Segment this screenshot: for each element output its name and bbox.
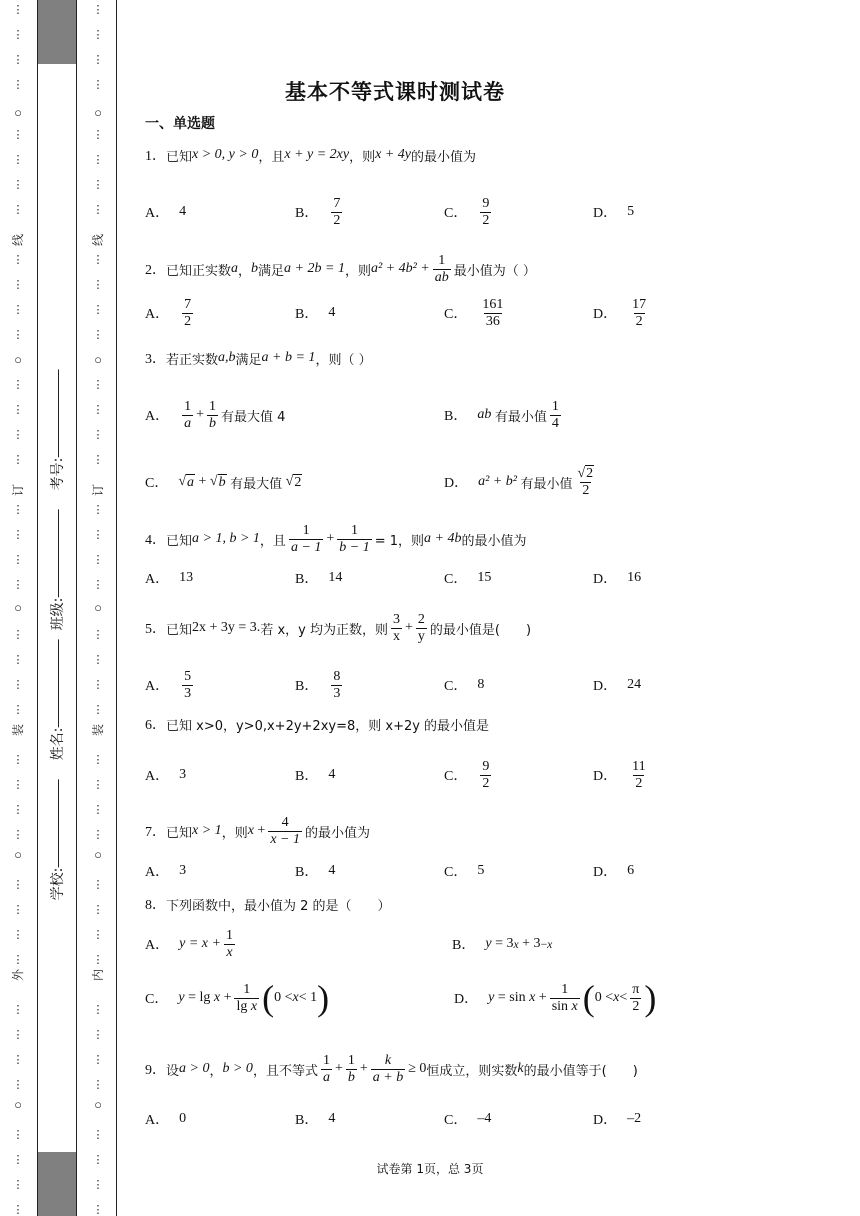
dot-mark: ⋮: [12, 829, 24, 841]
binding-marker: 订: [11, 483, 25, 496]
question-3-options-cd: [145, 456, 835, 508]
dot-mark: ⋮: [12, 679, 24, 691]
dot-mark: ⋮: [92, 529, 104, 541]
binding-gray-bar-top: [38, 0, 76, 64]
dot-mark: ⋮: [92, 304, 104, 316]
binding-marker: 订: [91, 483, 105, 496]
question-2-options: [145, 287, 835, 339]
dot-mark: ⋮: [12, 1204, 24, 1216]
page-title: 基本不等式课时测试卷: [285, 80, 505, 104]
dot-mark: ⋮: [12, 329, 24, 341]
dot-mark: ⋮: [92, 829, 104, 841]
binding-border-outer: [116, 0, 117, 1216]
binding-marker: 内: [91, 968, 105, 981]
option-c[interactable]: C． –4: [444, 1111, 492, 1128]
class-field: 班级:: [47, 510, 67, 631]
dot-mark: ⋮: [92, 779, 104, 791]
question-8-options-cd: [145, 972, 835, 1024]
binding-hole-icon: ○: [14, 105, 22, 120]
option-b[interactable]: B． 4: [295, 1111, 336, 1128]
option-b[interactable]: B． 4: [295, 767, 336, 784]
binding-border-left: [37, 0, 38, 1216]
dot-mark: ⋮: [92, 254, 104, 266]
binding-hole-icon: ○: [94, 600, 102, 615]
dot-mark: ⋮: [92, 429, 104, 441]
dot-mark: ⋮: [92, 879, 104, 891]
dot-mark: ⋮: [12, 554, 24, 566]
dot-mark: ⋮: [92, 279, 104, 291]
question-4-options: [145, 552, 835, 604]
option-a[interactable]: A． $\frac{7}{2}$: [145, 297, 192, 329]
dot-mark: ⋮: [12, 1029, 24, 1041]
dot-mark: ⋮: [12, 529, 24, 541]
dot-mark: ⋮: [12, 454, 24, 466]
binding-hole-icon: ○: [14, 600, 22, 615]
dot-mark: ⋮: [92, 754, 104, 766]
question-2: 2． 已知正实数 a ， b 满足 a + 2b = 1 ，则 a² + 4b² + $\frac{1}{ab}$ 最小值为（ ）: [145, 253, 536, 285]
option-c[interactable]: C． y = lg x + $\frac{1}{\text{lg x}}$ ( 0 < x < 1 ): [145, 978, 330, 1018]
question-9: 9． 设 a > 0 ， b > 0 ，且不等式 $\frac{1}{a}$ + $\frac{1}{b}$ + $\frac{k}{a + b}$ ≥ 0 恒成立，则实数 k 的最小值等于( ): [145, 1053, 638, 1085]
dot-mark: ⋮: [92, 654, 104, 666]
binding-hole-icon: ○: [94, 1097, 102, 1112]
option-c[interactable]: C． 15: [444, 570, 492, 587]
question-5-options: [145, 659, 835, 711]
dot-mark: ⋮: [92, 1079, 104, 1091]
question-8: 8． 下列函数中，最小值为 2 的是（ ）: [145, 898, 391, 914]
question-5: 5． 已知 2x + 3y = 3. 若 x，y 均为正数，则 $\frac{3}{x}$ + $\frac{2}{y}$ 的最小值是( ): [145, 612, 532, 644]
exam-number-field: 考号:: [47, 370, 67, 491]
dot-mark: ⋮: [12, 304, 24, 316]
dot-mark: ⋮: [92, 379, 104, 391]
dot-mark: ⋮: [12, 904, 24, 916]
dot-mark: ⋮: [12, 879, 24, 891]
dot-mark: ⋮: [12, 279, 24, 291]
dot-mark: ⋮: [92, 154, 104, 166]
dot-mark: ⋮: [12, 204, 24, 216]
dot-mark: ⋮: [92, 679, 104, 691]
dot-mark: ⋮: [12, 804, 24, 816]
question-8-options-ab: [145, 918, 835, 970]
question-7-options: [145, 845, 835, 897]
binding-hole-icon: ○: [94, 847, 102, 862]
dot-mark: ⋮: [92, 579, 104, 591]
binding-margin: [0, 0, 120, 1216]
question-7: 7． 已知 x > 1 ，则 x + $\frac{4}{x - 1}$ 的最小值为: [145, 815, 371, 847]
option-d[interactable]: D． 6: [593, 863, 635, 880]
dot-mark: ⋮: [92, 204, 104, 216]
option-d[interactable]: D． $\frac{17}{2}$: [593, 297, 647, 329]
dot-mark: ⋮: [92, 1154, 104, 1166]
option-a[interactable]: A． $\frac{1}{a}$ + $\frac{1}{b}$ 有最大值 4: [145, 399, 286, 431]
option-d[interactable]: D． 5: [593, 204, 635, 221]
option-a[interactable]: A． 4: [145, 204, 187, 221]
dot-mark: ⋮: [92, 4, 104, 16]
dot-mark: ⋮: [12, 1079, 24, 1091]
dot-mark: ⋮: [12, 779, 24, 791]
option-a[interactable]: A． 0: [145, 1111, 187, 1128]
question-9-options: [145, 1093, 835, 1145]
dot-mark: ⋮: [12, 1154, 24, 1166]
dot-mark: ⋮: [92, 79, 104, 91]
dot-mark: ⋮: [12, 754, 24, 766]
dot-mark: ⋮: [12, 629, 24, 641]
binding-hole-icon: ○: [14, 1097, 22, 1112]
option-b[interactable]: B． y = 3 x + 3 −x: [452, 936, 553, 953]
dot-mark: ⋮: [12, 129, 24, 141]
dot-mark: ⋮: [92, 1129, 104, 1141]
option-a[interactable]: A． y = x + $\frac{1}{x}$: [145, 928, 233, 960]
dot-mark: ⋮: [92, 929, 104, 941]
dot-mark: ⋮: [92, 329, 104, 341]
question-1: 1． 已知 x > 0, y > 0 ，且 x + y = 2xy ，则 x + 4y 的最小值为: [145, 147, 477, 165]
option-a[interactable]: A． 13: [145, 570, 194, 587]
binding-border-right: [76, 0, 77, 1216]
dot-mark: ⋮: [12, 654, 24, 666]
dot-mark: ⋮: [12, 579, 24, 591]
dot-mark: ⋮: [92, 1179, 104, 1191]
option-c[interactable]: C． 8: [444, 677, 485, 694]
option-c[interactable]: C． $\frac{9}{2}$: [444, 196, 490, 228]
option-d[interactable]: D． 24: [593, 677, 642, 694]
dot-mark: ⋮: [12, 154, 24, 166]
dot-mark: ⋮: [92, 54, 104, 66]
dot-mark: ⋮: [12, 929, 24, 941]
binding-marker: 线: [91, 233, 105, 246]
dot-mark: ⋮: [92, 1204, 104, 1216]
dot-mark: ⋮: [12, 429, 24, 441]
option-b[interactable]: B． ab 有最小值 $\frac{1}{4}$: [444, 399, 559, 431]
option-d[interactable]: D． y = sin x + $\frac{1}{\text{sin x}}$ ( 0 < x < $\frac{\pi}{2}$ ): [454, 978, 657, 1018]
question-3-options-ab: [145, 389, 835, 441]
dot-mark: ⋮: [12, 954, 24, 966]
option-d[interactable]: D． –2: [593, 1111, 642, 1128]
binding-marker: 装: [91, 723, 105, 736]
dot-mark: ⋮: [92, 29, 104, 41]
dot-mark: ⋮: [12, 29, 24, 41]
dot-mark: ⋮: [92, 504, 104, 516]
option-b[interactable]: B． $\frac{7}{2}$: [295, 196, 341, 228]
option-c[interactable]: C． 5: [444, 863, 485, 880]
binding-marker: 线: [11, 233, 25, 246]
dot-mark: ⋮: [12, 4, 24, 16]
binding-hole-icon: ○: [14, 352, 22, 367]
dot-mark: ⋮: [92, 1054, 104, 1066]
dot-mark: ⋮: [12, 1129, 24, 1141]
dot-mark: ⋮: [92, 404, 104, 416]
question-4: 4． 已知 a > 1, b > 1 ，且 $\frac{1}{a - 1}$ + $\frac{1}{b - 1}$ = 1，则 a + 4b 的最小值为: [145, 523, 527, 555]
name-field: 姓名:: [47, 640, 67, 761]
option-c[interactable]: C． $\frac{9}{2}$: [444, 759, 490, 791]
dot-mark: ⋮: [92, 179, 104, 191]
dot-mark: ⋮: [12, 179, 24, 191]
dot-mark: ⋮: [92, 704, 104, 716]
dot-mark: ⋮: [92, 804, 104, 816]
dot-mark: ⋮: [12, 704, 24, 716]
option-d[interactable]: D． a² + b² 有最小值 $\frac{√2}{2}$: [444, 466, 594, 498]
dot-mark: ⋮: [12, 1004, 24, 1016]
option-a[interactable]: A． $\frac{5}{3}$: [145, 669, 192, 701]
dot-mark: ⋮: [92, 904, 104, 916]
dot-mark: ⋮: [92, 954, 104, 966]
question-1-options: [145, 186, 835, 238]
option-b[interactable]: B． $\frac{8}{3}$: [295, 669, 341, 701]
section-heading: 一、单选题: [145, 116, 215, 132]
dot-mark: ⋮: [92, 129, 104, 141]
dot-mark: ⋮: [12, 504, 24, 516]
dot-mark: ⋮: [92, 454, 104, 466]
outer-dotted-line: [12, 0, 24, 1216]
question-6-options: [145, 749, 835, 801]
inner-dotted-line: [92, 0, 104, 1216]
option-b[interactable]: B． 14: [295, 570, 343, 587]
dot-mark: ⋮: [12, 404, 24, 416]
page-footer: 试卷第 1页，总 3页: [376, 1162, 484, 1176]
option-c[interactable]: C． √ a + √ b 有最大值 √ 2: [145, 474, 302, 492]
school-field: 学校:: [47, 780, 67, 901]
binding-hole-icon: ○: [14, 847, 22, 862]
option-d[interactable]: D． 16: [593, 570, 642, 587]
binding-hole-icon: ○: [94, 105, 102, 120]
option-c[interactable]: C． $\frac{161}{36}$: [444, 297, 504, 329]
dot-mark: ⋮: [12, 379, 24, 391]
option-a[interactable]: A． 3: [145, 767, 187, 784]
dot-mark: ⋮: [92, 1029, 104, 1041]
binding-hole-icon: ○: [94, 352, 102, 367]
dot-mark: ⋮: [12, 254, 24, 266]
question-3: 3． 若正实数 a,b 满足 a + b = 1 ，则（ ）: [145, 350, 372, 368]
binding-marker: 装: [11, 723, 25, 736]
dot-mark: ⋮: [92, 1004, 104, 1016]
option-b[interactable]: B． 4: [295, 305, 336, 322]
option-a[interactable]: A． 3: [145, 863, 187, 880]
dot-mark: ⋮: [92, 554, 104, 566]
option-b[interactable]: B． 4: [295, 863, 336, 880]
option-d[interactable]: D． $\frac{11}{2}$: [593, 759, 646, 791]
dot-mark: ⋮: [12, 1054, 24, 1066]
dot-mark: ⋮: [12, 79, 24, 91]
dot-mark: ⋮: [12, 1179, 24, 1191]
dot-mark: ⋮: [92, 629, 104, 641]
dot-mark: ⋮: [12, 54, 24, 66]
question-6: 6． 已知 x>0，y>0,x+2y+2xy=8，则 x+2y 的最小值是: [145, 718, 490, 734]
binding-marker: 外: [11, 968, 25, 981]
